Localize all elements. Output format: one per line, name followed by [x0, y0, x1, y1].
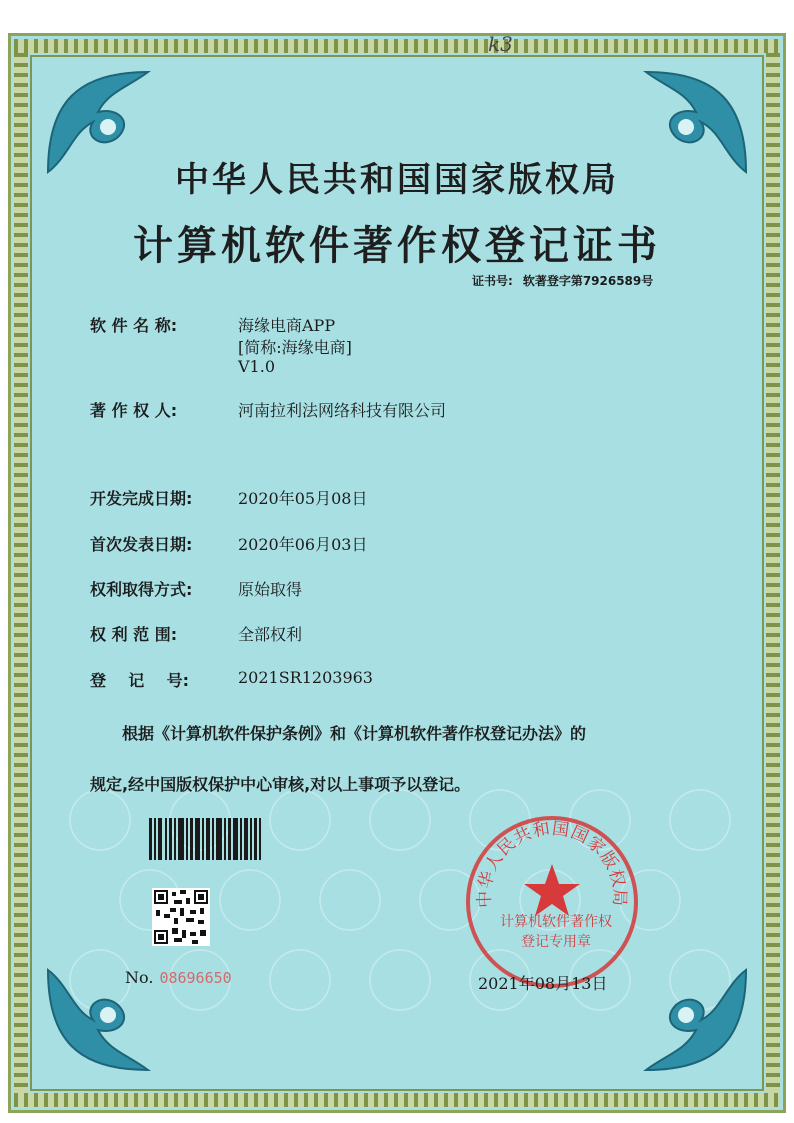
software-name-line-2: [简称:海缘电商]	[238, 338, 352, 357]
software-name-label: 软 件 名 称:	[90, 316, 178, 335]
handwritten-mark: k3	[488, 32, 513, 56]
registration-number-value: 2021SR1203963	[238, 668, 373, 687]
seal-ring-text: 中华人民共和国国家版权局	[474, 818, 630, 909]
seal-center-text	[486, 912, 626, 952]
registration-number-label: 登 记 号:	[90, 671, 189, 690]
serial-value: 08696650	[159, 969, 232, 987]
publication-date-value: 2020年06月03日	[238, 535, 368, 554]
certificate-number-value: 软著登字第7926589号	[522, 274, 654, 288]
star-icon	[524, 864, 580, 916]
statement-line-1: 根据《计算机软件保护条例》和《计算机软件著作权登记办法》的	[122, 724, 587, 743]
official-seal	[462, 812, 642, 992]
certificate-number-label: 证书号:	[472, 274, 513, 288]
qr-code	[152, 888, 210, 946]
development-date-label: 开发完成日期:	[90, 489, 193, 508]
serial-prefix: No.	[125, 968, 154, 987]
acquisition-method-label: 权利取得方式:	[90, 580, 193, 599]
acquisition-method-value: 原始取得	[238, 580, 303, 599]
certificate-number	[472, 272, 663, 289]
seal-center-line-1: 计算机软件著作权	[500, 914, 612, 930]
development-date-value: 2020年05月08日	[238, 489, 368, 508]
software-name-line-3: V1.0	[238, 357, 275, 376]
certificate-title: 计算机软件著作权登记证书	[133, 222, 661, 269]
rights-scope-value: 全部权利	[238, 625, 303, 644]
software-name-line-1: 海缘电商APP	[238, 316, 336, 335]
statement-line-2: 规定,经中国版权保护中心审核,对以上事项予以登记。	[90, 775, 471, 794]
copyright-owner-value: 河南拉利法网络科技有限公司	[238, 401, 447, 420]
rights-scope-label: 权 利 范 围:	[90, 625, 178, 644]
barcode	[149, 818, 261, 860]
seal-center-line-2: 登记专用章	[521, 934, 591, 950]
publication-date-label: 首次发表日期:	[90, 535, 193, 554]
serial-number	[125, 968, 232, 987]
issuer-title: 中华人民共和国国家版权局	[175, 160, 619, 200]
copyright-owner-label: 著 作 权 人:	[90, 401, 178, 420]
issue-date: 2021年08月13日	[478, 974, 608, 993]
